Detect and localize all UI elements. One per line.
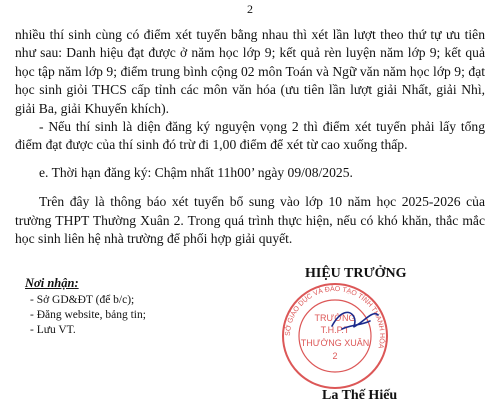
page-number: 2 (247, 2, 253, 16)
stamp-line-1: TRƯỜNG (314, 313, 356, 323)
document-body (15, 26, 485, 248)
signer-name: La Thế Hiếu (322, 388, 398, 403)
recipient-item: - Lưu VT. (30, 324, 76, 336)
stamp-line-2: T.H.P.T (320, 325, 350, 335)
paragraph-aspiration-2: - Nếu thí sinh là diện đăng ký nguyện vọng 2 thì điểm xét tuyển phải lấy tổng điểm đạt được của thí sinh đó trừ đi 1,00 điểm để xét từ cao xuống thấp. (15, 119, 485, 153)
paragraph-tiebreak: nhiều thí sinh cùng có điểm xét tuyển bằng nhau thì xét lần lượt theo thứ tự ưu tiên như sau: Danh hiệu đạt được ở năm học lớp 9; kết quả rèn luyện năm lớp 9; kết quả học tập năm lớp 9; điểm trung bình cộng 02 môn Toán và Ngữ văn năm học lớp 9; đạt học sinh giỏi THCS cấp tỉnh các môn văn hóa (ưu tiên lần lượt giải Nhất, giải Nhì, giải Ba, giải Khuyến khích). (15, 27, 485, 116)
paragraph-deadline: e. Thời hạn đăng ký: Chậm nhất 11h00’ ngày 09/08/2025. (39, 164, 353, 180)
stamp-inner-ring (299, 300, 371, 372)
recipient-item: - Đăng website, bảng tin; (30, 309, 146, 321)
stamp-ring-text: SỞ GIÁO DỤC VÀ ĐÀO TẠO TỈNH THANH HÓA (284, 285, 386, 350)
paragraph-closing: Trên đây là thông báo xét tuyển bổ sung vào lớp 10 năm học 2025-2026 của trường THPT Thường Xuân 2. Trong quá trình thực hiện, nếu có khó khăn, thắc mắc học sinh liên hệ nhà trường để phối hợp giải quyết. (15, 194, 485, 247)
official-stamp (270, 281, 400, 391)
stamp-line-3: THƯỜNG XUÂN (300, 338, 370, 348)
recipients-list (30, 293, 146, 338)
recipient-item: - Sở GD&ĐT (để b/c); (30, 294, 135, 306)
stamp-line-4: 2 (332, 351, 338, 361)
recipients-title: Nơi nhận: (25, 276, 79, 290)
signer-title: HIỆU TRƯỞNG (305, 266, 407, 281)
